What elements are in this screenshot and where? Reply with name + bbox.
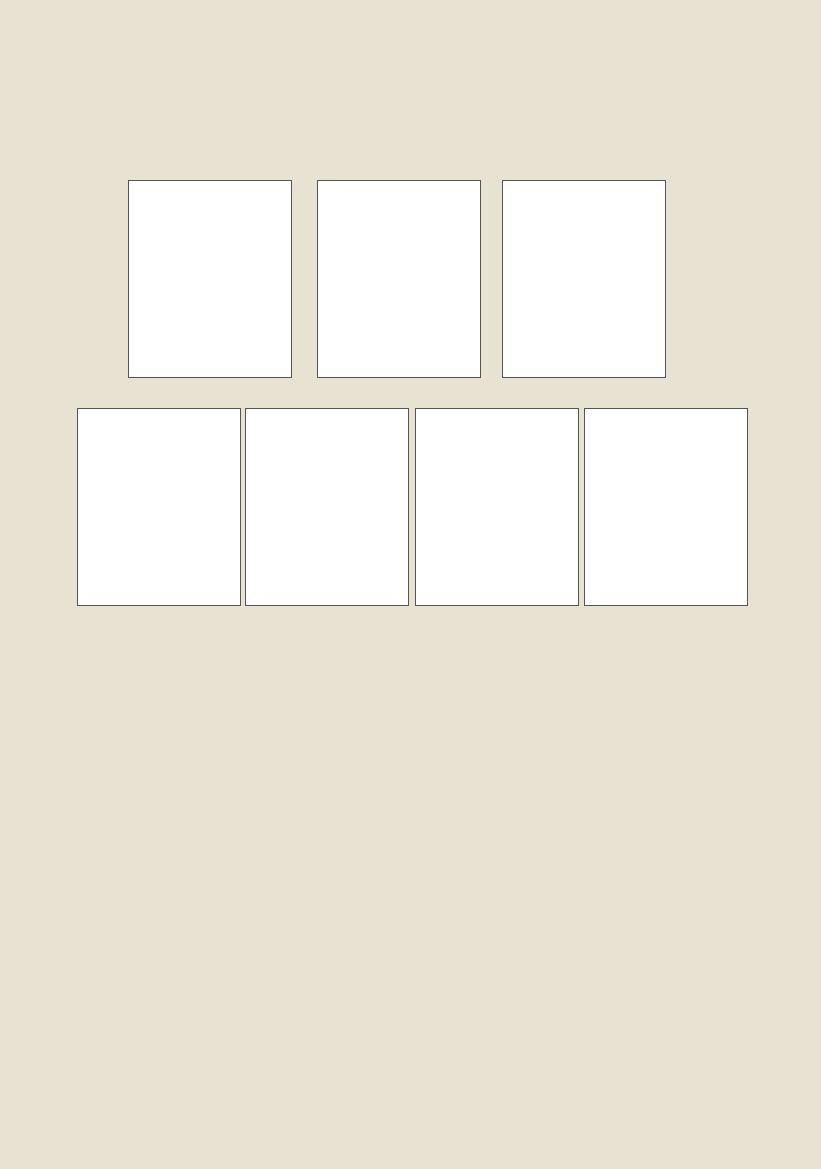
exercise-box-4 [77, 408, 241, 606]
exercise-box-7 [584, 408, 748, 606]
exercise-box-1 [128, 180, 292, 378]
exercise-box-6 [415, 408, 579, 606]
exercise-box-2 [317, 180, 481, 378]
exercise-box-3 [502, 180, 666, 378]
exercise-box-5 [245, 408, 409, 606]
